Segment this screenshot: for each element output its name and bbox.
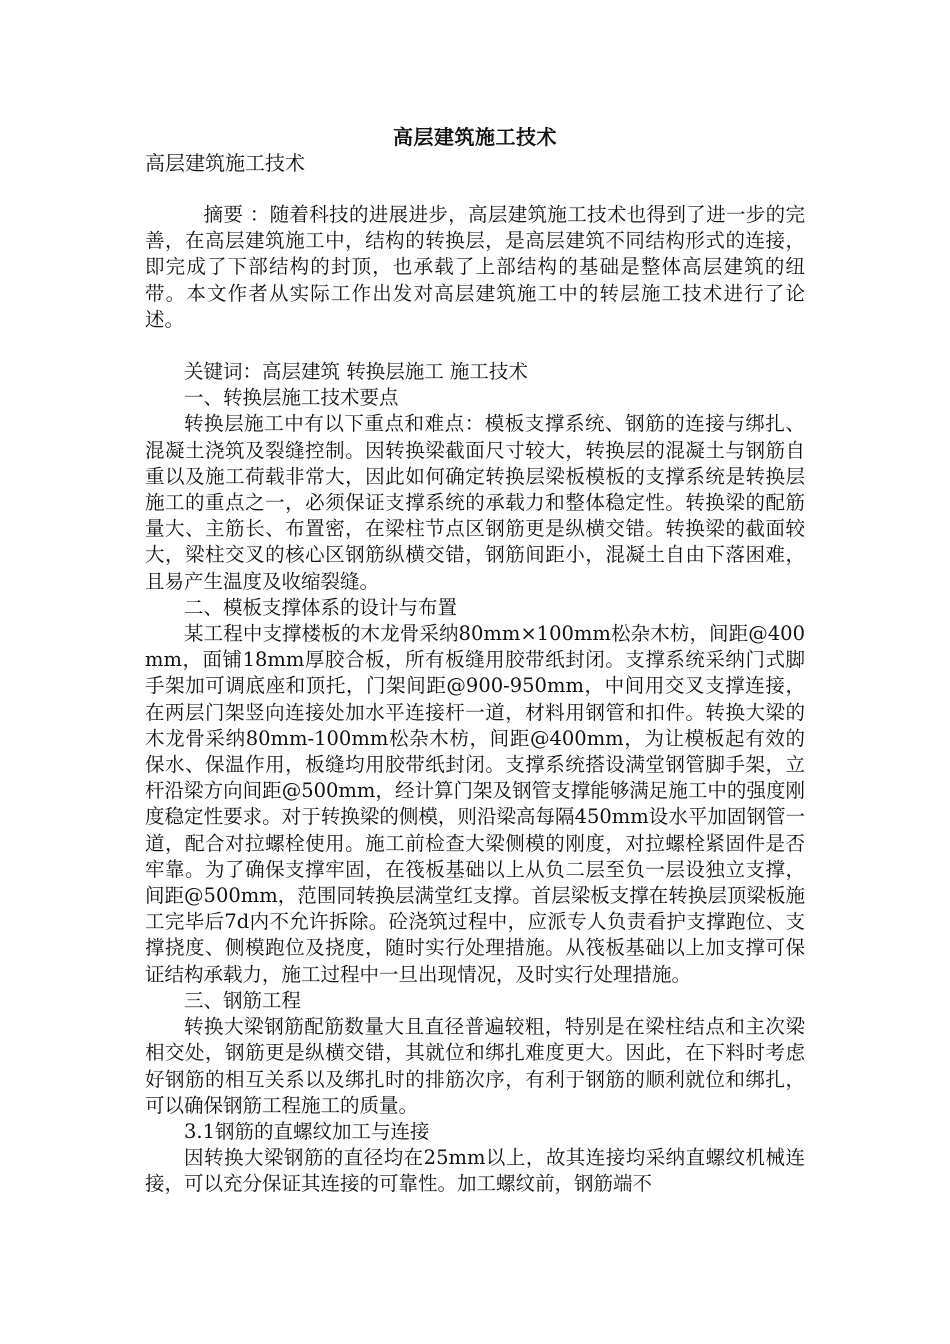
spacer	[145, 333, 805, 359]
document-page	[145, 124, 805, 1198]
spacer	[145, 176, 805, 202]
keywords-line: 关键词：高层建筑 转换层施工 施工技术	[184, 360, 528, 384]
section-2-heading: 二、模板支撑体系的设计与布置	[184, 595, 458, 619]
section-1-heading: 一、转换层施工技术要点	[184, 386, 399, 410]
section-2-body: 某工程中支撑楼板的木龙骨采纳80mm×100mm松杂木枋，间距@400mm，面铺18mm厚胶合板，所有板缝用胶带纸封闭。支撑系统采纳门式脚手架加可调底座和顶托，门架间距@900-950mm，中间用交叉支撑连接，在两层门架竖向连接处加水平连接杆一道，材料用钢管和扣件。转换大梁的木龙骨采纳80mm-100mm松杂木枋，间距@400mm，为让模板起有效的保水、保温作用，板缝均用胶带纸封闭。支撑系统搭设满堂钢管脚手架，立杆沿梁方向间距@500mm，经计算门架及钢管支撑能够满足施工中的强度刚度稳定性要求。对于转换梁的侧模，则沿梁高每隔450mm设水平加固钢管一道，配合对拉螺栓使用。施工前检查大梁侧模的刚度，对拉螺栓紧固件是否牢靠。为了确保支撑牢固，在筏板基础以上从负二层至负一层设独立支撑，间距@500mm，范围同转换层满堂红支撑。首层梁板支撑在转换层顶梁板施工完毕后7d内不允许拆除。砼浇筑过程中，应派专人负责看护支撑跑位、支撑挠度、侧模跑位及挠度，随时实行处理措施。从筏板基础以上加支撑可保证结构承载力，施工过程中一旦出现情况，及时实行处理措施。	[145, 622, 805, 986]
section-1-body: 转换层施工中有以下重点和难点：模板支撑系统、钢筋的连接与绑扎、混凝土浇筑及裂缝控制。因转换梁截面尺寸较大，转换层的混凝土与钢筋自重以及施工荷载非常大，因此如何确定转换层梁板模板的支撑系统是转换层施工的重点之一，必须保证支撑系统的承载力和整体稳定性。转换梁的配筋量大、主筋长、布置密，在梁柱节点区钢筋更是纵横交错。转换梁的截面较大，梁柱交叉的核心区钢筋纵横交错，钢筋间距小，混凝土自由下落困难，且易产生温度及收缩裂缝。	[145, 412, 805, 593]
section-3-1-heading: 3.1钢筋的直螺纹加工与连接	[184, 1119, 430, 1143]
document-subtitle: 高层建筑施工技术	[145, 151, 305, 175]
abstract-paragraph: 摘要 ：随着科技的进展进步，高层建筑施工技术也得到了进一步的完善，在高层建筑施工中，结构的转换层，是高层建筑不同结构形式的连接，即完成了下部结构的封顶，也承载了上部结构的基础是整体高层建筑的纽带。本文作者从实际工作出发对高层建筑施工中的转层施工技术进行了论述。	[145, 203, 805, 331]
section-3-heading: 三、钢筋工程	[184, 988, 302, 1012]
document-title: 高层建筑施工技术	[393, 125, 557, 149]
section-3-1-body: 因转换大梁钢筋的直径均在25mm以上，故其连接均采纳直螺纹机械连接，可以充分保证其连接的可靠性。加工螺纹前，钢筋端不	[145, 1146, 805, 1196]
section-3-body: 转换大梁钢筋配筋数量大且直径普遍较粗，特别是在梁柱结点和主次梁相交处，钢筋更是纵横交错，其就位和绑扎难度更大。因此，在下料时考虑好钢筋的相互关系以及绑扎时的排筋次序，有利于钢筋的顺利就位和绑扎，可以确保钢筋工程施工的质量。	[145, 1015, 805, 1117]
